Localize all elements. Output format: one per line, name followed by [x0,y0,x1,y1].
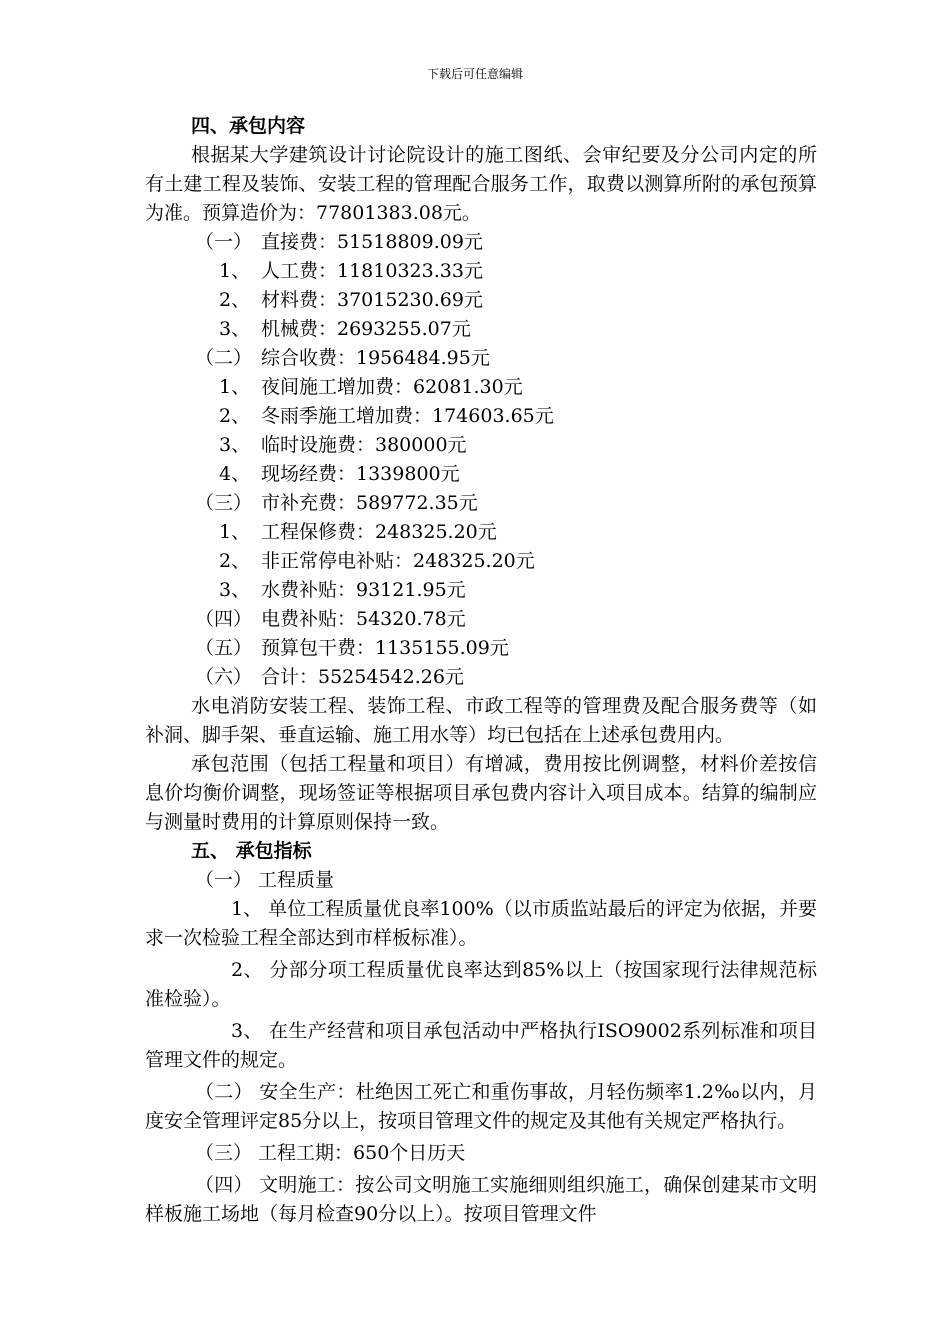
cost-item [145,402,817,431]
section-5-sub-3: （三） 工程工期：650个日历天 [195,1142,466,1164]
quality-item-2: 2、 分部分项工程质量优良率达到85%以上（按国家现行法律规范标准检验）。 [145,959,817,1010]
cost-item-text: 现场经费：1339800元 [261,463,460,485]
cost-item-text: 非正常停电补贴：248325.20元 [261,550,535,572]
cost-item-label: 1、 [219,260,251,282]
cost-item [145,663,817,692]
cost-item-text: 工程保修费：248325.20元 [261,521,497,543]
cost-item [145,605,817,634]
cost-item-label: 1、 [219,376,251,398]
page-header-note: 下载后可任意编辑 [426,67,523,81]
cost-item-label: 4、 [219,463,251,485]
section-5-sub-4: （四） 文明施工：按公司文明施工实施细则组织施工，确保创建某市文明样板施工场地（每月检查90分以上）。按项目管理文件 [145,1174,817,1225]
cost-item [145,257,817,286]
section-4-paragraph-2: 水电消防安装工程、装饰工程、市政工程等的管理费及配合服务费等（如补洞、脚手架、垂直运输、施工用水等）均已包括在上述承包费用内。 [145,695,817,746]
cost-item-text: 水费补贴：93121.95元 [261,579,466,601]
cost-item-text: 材料费：37015230.69元 [261,289,483,311]
cost-item [145,634,817,663]
section-4-paragraph-3: 承包范围（包括工程量和项目）有增减，费用按比例调整，材料价差按信息价均衡价调整，现场签证等根据项目承包费内容计入项目成本。结算的编制应与测量时费用的计算原则保持一致。 [145,753,817,833]
cost-item [145,373,817,402]
cost-item [145,344,817,373]
cost-item-label: 2、 [219,405,251,427]
cost-item-text: 机械费：2693255.07元 [261,318,471,340]
cost-item [145,576,817,605]
cost-item [145,518,817,547]
cost-item-label: （五） [195,637,253,659]
cost-item-text: 人工费：11810323.33元 [261,260,483,282]
quality-item-1: 1、 单位工程质量优良率100%（以市质监站最后的评定为依据，并要求一次检验工程全部达到市样板标准）。 [145,898,817,949]
cost-item-label: 2、 [219,289,251,311]
cost-item-label: （六） [195,666,253,688]
cost-item [145,431,817,460]
section-4-heading: 四、承包内容 [191,115,306,137]
cost-item-text: 临时设施费：380000元 [261,434,467,456]
cost-item-label: 3、 [219,579,251,601]
cost-item-text: 综合收费：1956484.95元 [261,347,490,369]
cost-item-text: 预算包干费：1135155.09元 [261,637,509,659]
cost-item [145,286,817,315]
cost-item-label: 3、 [219,434,251,456]
section-5-sub-2: （二） 安全生产：杜绝因工死亡和重伤事故，月轻伤频率1.2‰以内，月度安全管理评定85分以上，按项目管理文件的规定及其他有关规定严格执行。 [145,1081,817,1132]
cost-breakdown-list [145,228,817,692]
cost-item-text: 冬雨季施工增加费：174603.65元 [261,405,554,427]
cost-item [145,489,817,518]
cost-item-text: 市补充费：589772.35元 [261,492,478,514]
cost-item [145,315,817,344]
cost-item-label: 1、 [219,521,251,543]
section-4-intro-paragraph: 根据某大学建筑设计讨论院设计的施工图纸、会审纪要及分公司内定的所有土建工程及装饰、安装工程的管理配合服务工作，取费以测算所附的承包预算为准。预算造价为：77801383.08元。 [145,144,817,224]
cost-item-label: 3、 [219,318,251,340]
cost-item-label: （三） [195,492,253,514]
document-body [145,112,817,1229]
cost-item-label: （四） [195,608,253,630]
cost-item-text: 夜间施工增加费：62081.30元 [261,376,523,398]
cost-item [145,228,817,257]
cost-item-text: 电费补贴：54320.78元 [261,608,466,630]
section-5-heading: 五、 承包指标 [191,840,312,862]
cost-item-label: （一） [195,231,253,253]
cost-item-label: （二） [195,347,253,369]
quality-item-3: 3、 在生产经营和项目承包活动中严格执行ISO9002系列标准和项目管理文件的规定。 [145,1020,817,1071]
cost-item-text: 合计：55254542.26元 [261,666,464,688]
cost-item [145,460,817,489]
cost-item [145,547,817,576]
cost-item-label: 2、 [219,550,251,572]
section-5-sub-1: （一） 工程质量 [195,869,335,891]
cost-item-text: 直接费：51518809.09元 [261,231,483,253]
